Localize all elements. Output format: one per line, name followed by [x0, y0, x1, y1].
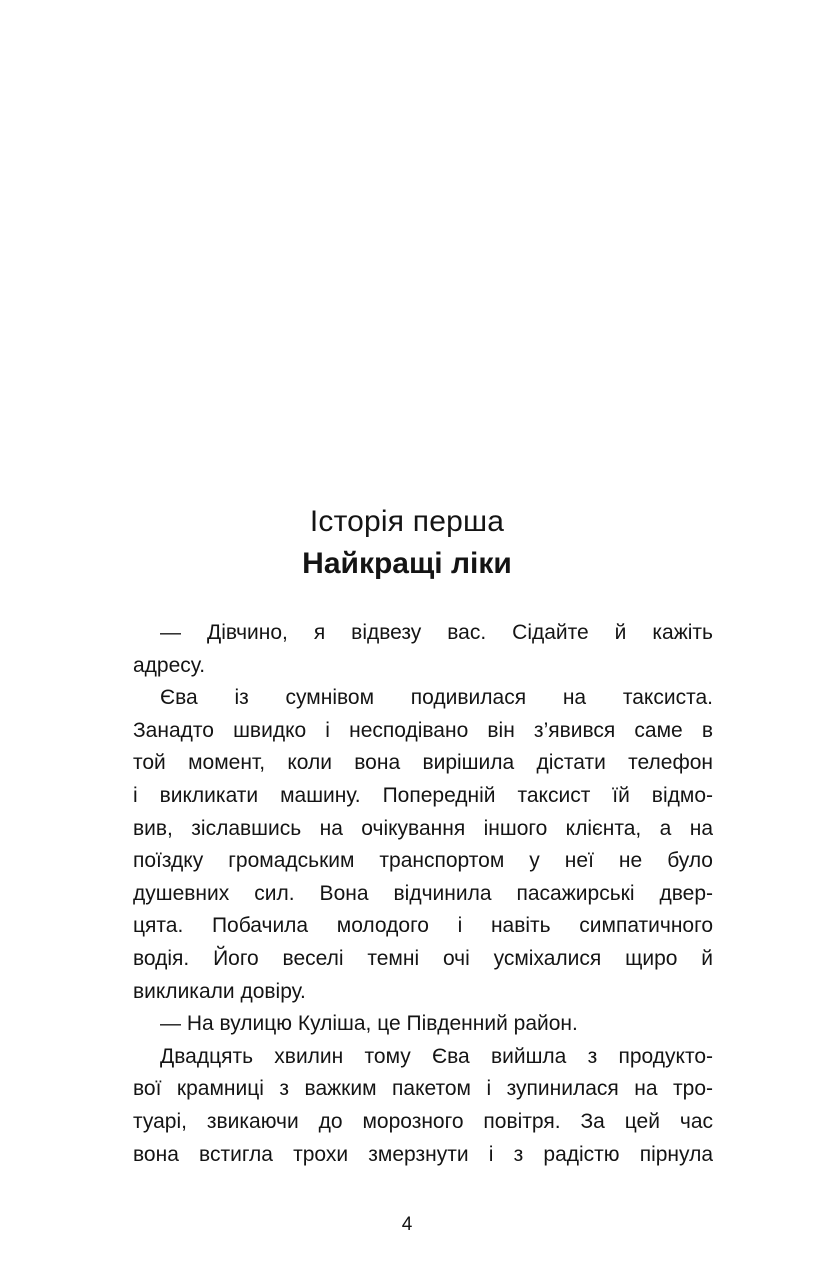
text-line: адресу. — [133, 653, 206, 677]
text-line: і викликати машину. Попередній таксист їй відмо- — [133, 783, 713, 807]
text-line: туарі, звикаючи до морозного повітря. За цей час — [133, 1109, 713, 1133]
text-line: вив, зіславшись на очікування іншого клієнта, а на — [133, 816, 713, 840]
page-number: 4 — [401, 1214, 413, 1235]
text-line: вона встигла трохи змерзнути і з радістю пірнула — [133, 1142, 713, 1166]
story-text — [133, 617, 713, 1171]
text-line: вої крамниці з важким пакетом і зупинилася на тро- — [133, 1077, 713, 1101]
chapter-subtitle: Історія перша — [309, 505, 505, 538]
text-line: — На вулицю Куліша, це Південний район. — [160, 1012, 578, 1036]
chapter-title: Найкращі ліки — [302, 547, 512, 580]
text-line: Двадцять хвилин тому Єва вийшла з продукто- — [160, 1044, 713, 1068]
text-line: той момент, коли вона вирішила дістати телефон — [133, 751, 713, 775]
text-line: — Дівчино, я відвезу вас. Сідайте й кажіть — [160, 621, 713, 644]
text-line: душевних сил. Вона відчинила пасажирські двер- — [133, 881, 713, 905]
text-line: цята. Побачила молодого і навіть симпатичного — [133, 914, 713, 938]
text-line: викликали довіру. — [133, 979, 306, 1003]
text-line: поїздку громадським транспортом у неї не було — [133, 849, 713, 873]
text-line: Занадто швидко і несподівано він з’явився саме в — [133, 718, 713, 742]
text-line: водія. Його веселі темні очі усміхалися щиро й — [133, 946, 713, 970]
text-line: Єва із сумнівом подивилася на таксиста. — [160, 686, 713, 710]
